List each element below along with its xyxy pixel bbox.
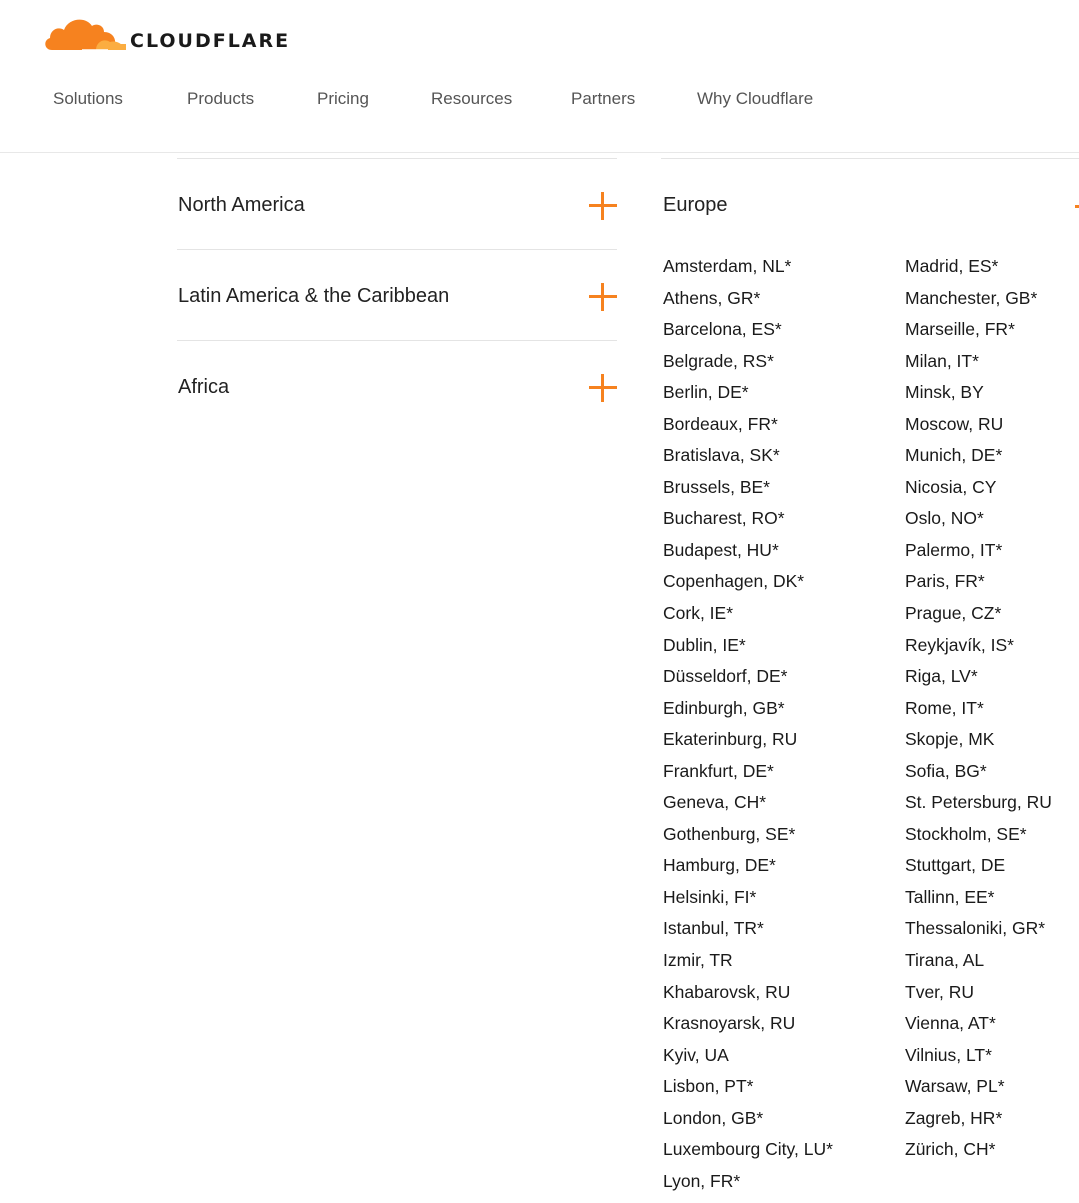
- city-item: Paris, FR*: [905, 571, 985, 592]
- city-item: Marseille, FR*: [905, 319, 1015, 340]
- city-item: Bucharest, RO*: [663, 508, 785, 529]
- city-item: Manchester, GB*: [905, 287, 1038, 308]
- nav-pricing[interactable]: Pricing: [317, 89, 369, 108]
- city-item: Ekaterinburg, RU: [663, 729, 798, 750]
- brand-wordmark: CLOUDFLARE: [130, 30, 291, 52]
- city-item: Vienna, AT*: [905, 1013, 996, 1034]
- city-item: Vilnius, LT*: [905, 1044, 992, 1065]
- city-item: Helsinki, FI*: [663, 886, 757, 907]
- city-item: Lyon, FR*: [663, 1170, 741, 1191]
- city-item: Edinburgh, GB*: [663, 697, 785, 718]
- city-item: Lisbon, PT*: [663, 1076, 754, 1097]
- city-item: Zagreb, HR*: [905, 1107, 1003, 1128]
- city-item: Bratislava, SK*: [663, 445, 780, 466]
- city-item: Berlin, DE*: [663, 382, 749, 403]
- city-item: Stuttgart, DE: [905, 855, 1006, 876]
- region-latin-america[interactable]: [177, 249, 617, 340]
- city-item: Thessaloniki, GR*: [905, 918, 1046, 939]
- region-north-america[interactable]: [177, 158, 617, 249]
- region-europe: [661, 158, 1079, 1191]
- plus-icon[interactable]: [1075, 205, 1079, 208]
- city-item: Düsseldorf, DE*: [663, 666, 788, 687]
- city-item: Brussels, BE*: [663, 476, 770, 497]
- city-item: Tallinn, EE*: [905, 886, 995, 907]
- city-item: St. Petersburg, RU: [905, 792, 1052, 813]
- nav-solutions[interactable]: Solutions: [53, 89, 123, 108]
- europe-cities-column-2: [905, 255, 1052, 1170]
- city-item: Nicosia, CY: [905, 476, 997, 497]
- city-item: Oslo, NO*: [905, 508, 984, 529]
- city-item: Moscow, RU: [905, 413, 1004, 434]
- region-label: Latin America & the Caribbean: [178, 285, 450, 307]
- region-africa[interactable]: [177, 340, 617, 431]
- city-item: Skopje, MK: [905, 729, 995, 750]
- nav-resources[interactable]: Resources: [431, 89, 513, 108]
- city-item: Istanbul, TR*: [663, 918, 764, 939]
- cloudflare-logo[interactable]: [42, 14, 290, 54]
- city-item: Minsk, BY: [905, 382, 984, 403]
- city-item: Gothenburg, SE*: [663, 823, 796, 844]
- city-item: Rome, IT*: [905, 697, 984, 718]
- plus-icon[interactable]: [589, 192, 617, 220]
- city-item: Izmir, TR: [663, 950, 733, 971]
- city-item: Frankfurt, DE*: [663, 760, 774, 781]
- city-item: Riga, LV*: [905, 666, 978, 687]
- city-item: Bordeaux, FR*: [663, 413, 778, 434]
- city-item: Madrid, ES*: [905, 256, 999, 276]
- city-item: Luxembourg City, LU*: [663, 1139, 833, 1160]
- city-item: Tver, RU: [905, 981, 975, 1002]
- city-item: Sofia, BG*: [905, 760, 987, 781]
- city-item: Tirana, AL: [905, 950, 985, 971]
- city-item: Barcelona, ES*: [663, 319, 782, 340]
- site-header: [0, 0, 1079, 153]
- city-item: Khabarovsk, RU: [663, 981, 791, 1002]
- city-item: Munich, DE*: [905, 445, 1003, 466]
- city-item: Geneva, CH*: [663, 792, 767, 813]
- city-item: Stockholm, SE*: [905, 823, 1027, 844]
- city-item: London, GB*: [663, 1107, 764, 1128]
- region-accordion: [177, 158, 617, 431]
- region-label: Africa: [178, 376, 230, 398]
- nav-partners[interactable]: Partners: [571, 89, 636, 108]
- region-label-europe[interactable]: Europe: [663, 194, 728, 216]
- city-item: Krasnoyarsk, RU: [663, 1013, 796, 1034]
- city-item: Athens, GR*: [663, 287, 761, 308]
- city-item: Palermo, IT*: [905, 539, 1003, 560]
- city-item: Warsaw, PL*: [905, 1076, 1005, 1097]
- city-item: Amsterdam, NL*: [663, 256, 792, 276]
- city-item: Dublin, IE*: [663, 634, 746, 655]
- europe-cities-column-1: [663, 255, 833, 1201]
- region-label: North America: [178, 194, 305, 216]
- cloud-icon: [42, 14, 126, 54]
- city-item: Prague, CZ*: [905, 603, 1002, 624]
- city-item: Cork, IE*: [663, 603, 734, 624]
- city-item: Reykjavík, IS*: [905, 634, 1014, 655]
- nav-why-cloudflare[interactable]: Why Cloudflare: [697, 89, 814, 108]
- nav-products[interactable]: Products: [187, 89, 255, 108]
- city-item: Budapest, HU*: [663, 539, 779, 560]
- city-item: Kyiv, UA: [663, 1044, 729, 1065]
- city-item: Copenhagen, DK*: [663, 571, 805, 592]
- plus-icon[interactable]: [589, 283, 617, 311]
- city-item: Hamburg, DE*: [663, 855, 776, 876]
- city-item: Belgrade, RS*: [663, 350, 774, 371]
- plus-icon[interactable]: [589, 374, 617, 402]
- city-item: Zürich, CH*: [905, 1139, 996, 1160]
- city-item: Milan, IT*: [905, 350, 979, 371]
